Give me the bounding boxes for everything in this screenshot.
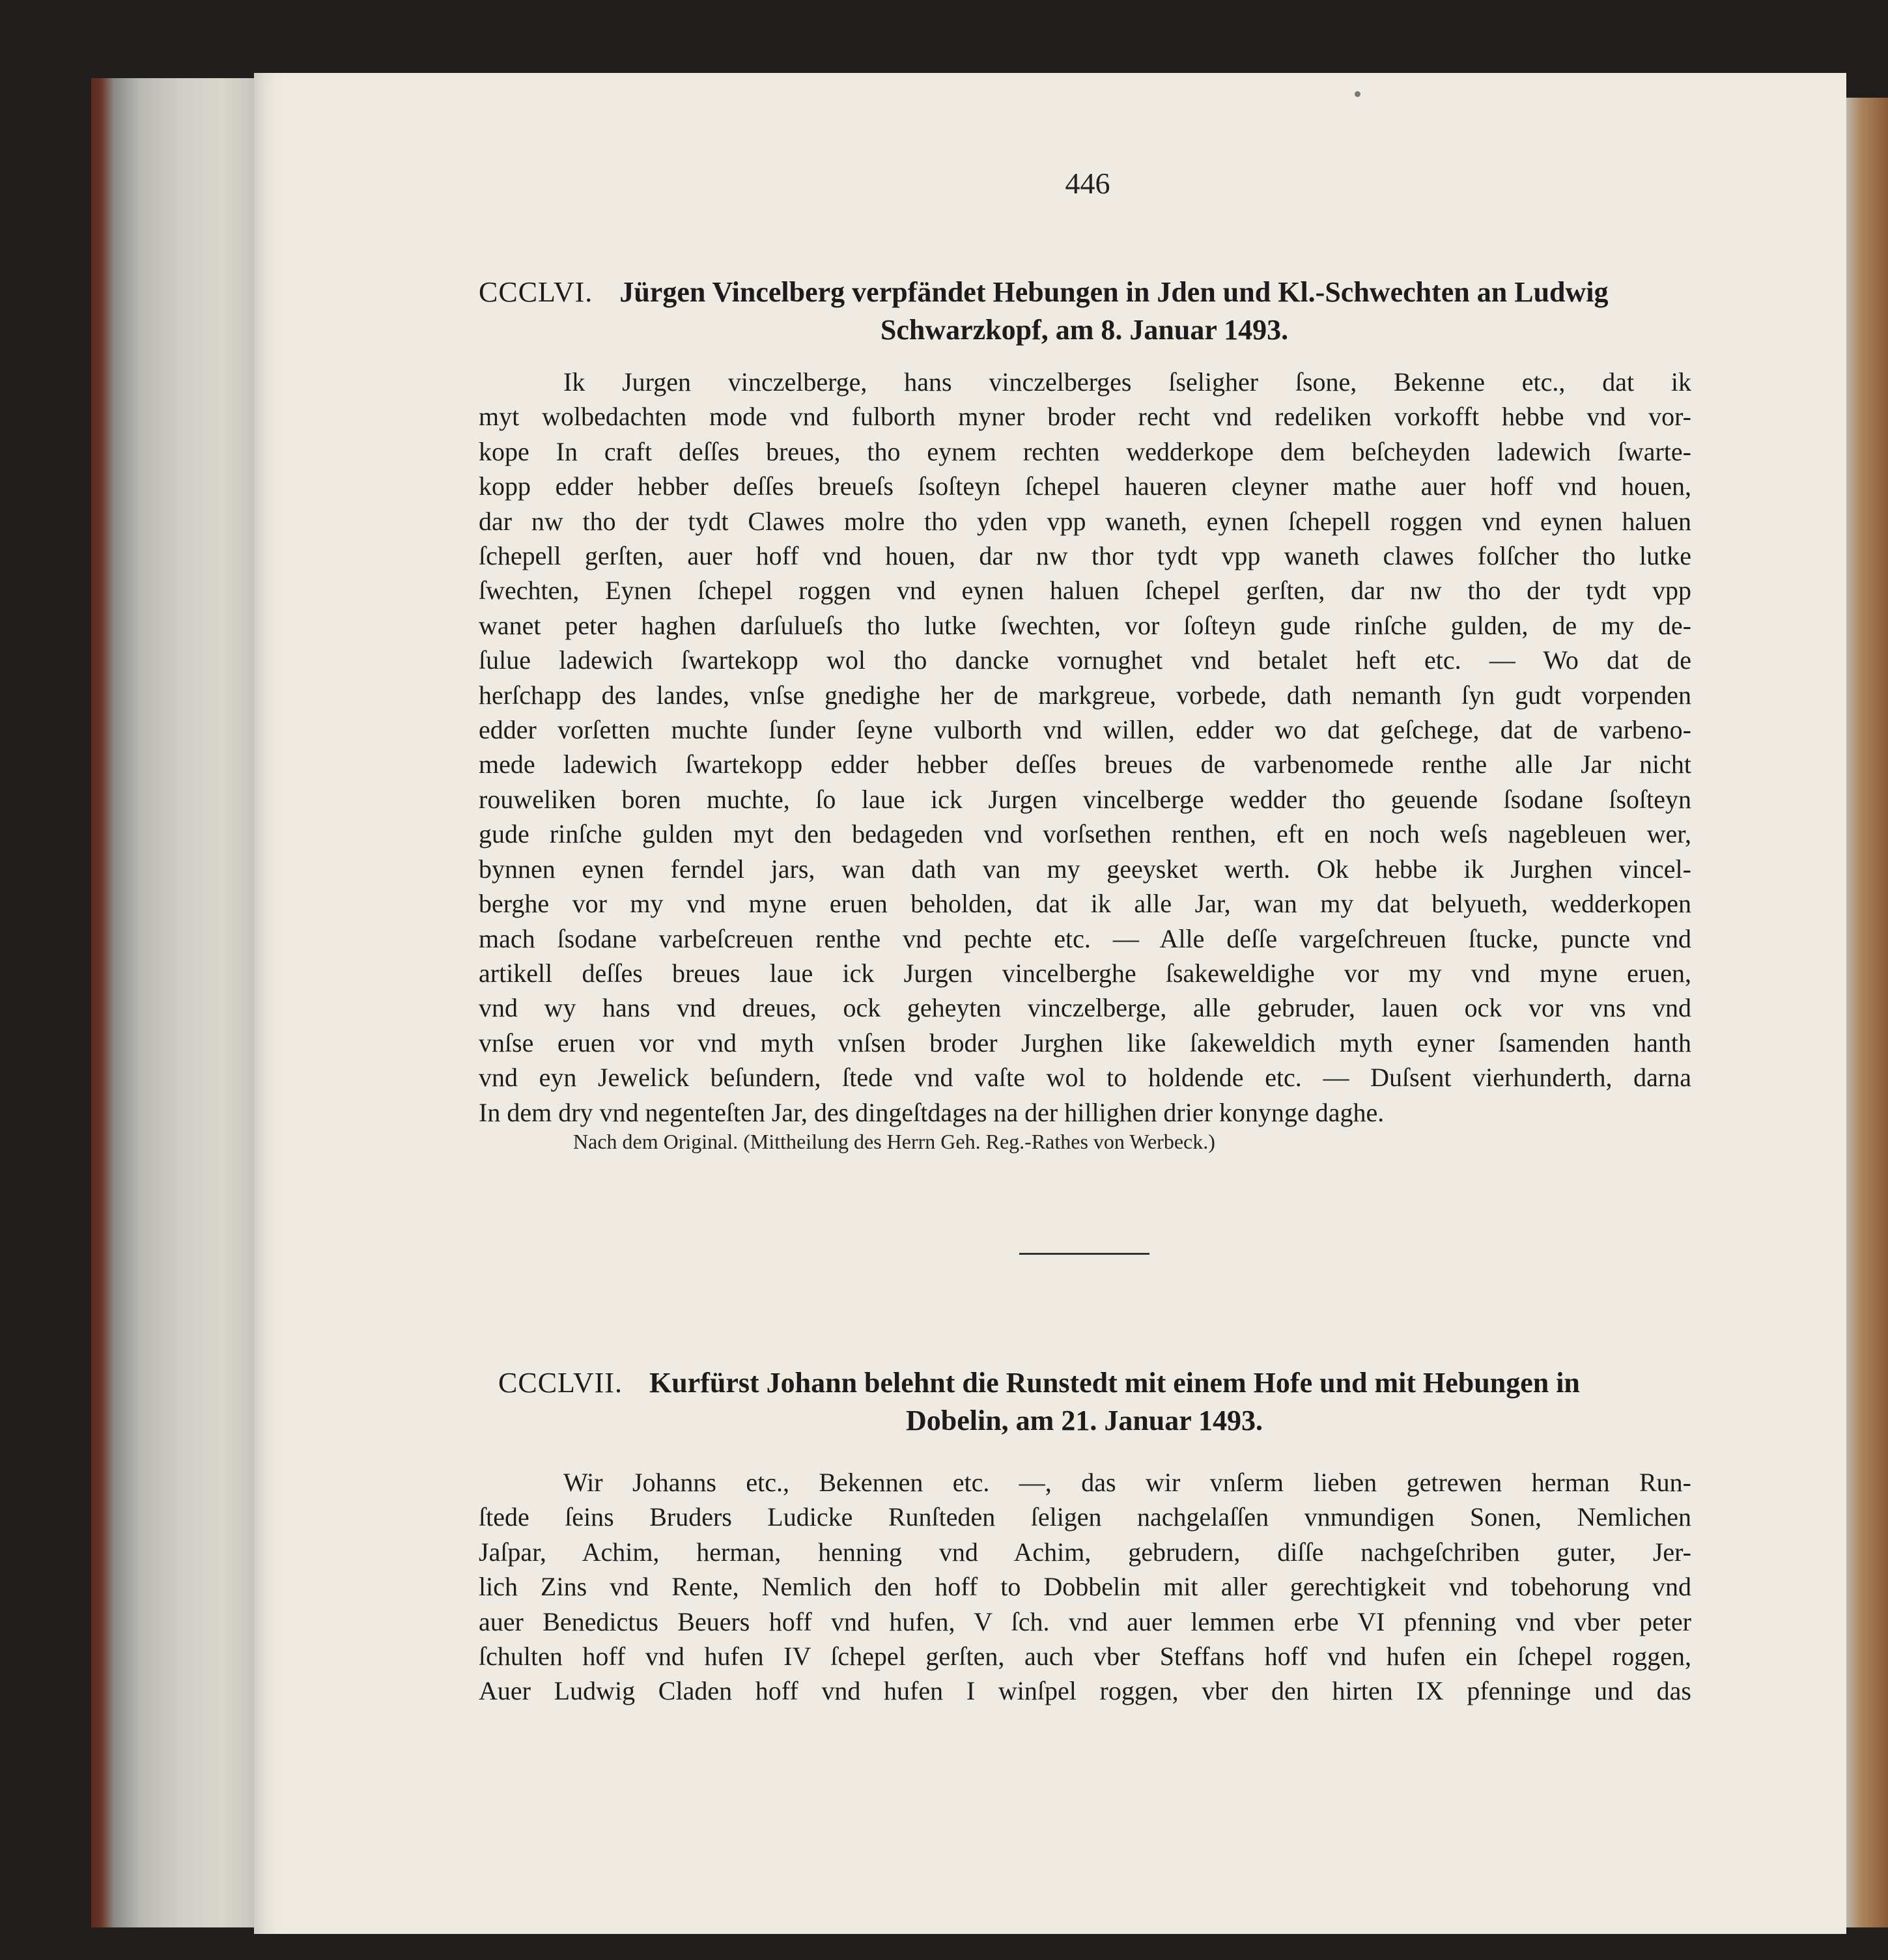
text-line: artikell deſſes breues laue ick Jurgen vincelberghe ſsakeweldighe vor my vnd myne eruen,	[479, 958, 1691, 988]
section-divider	[1019, 1253, 1149, 1255]
text-line: bynnen eynen ferndel jars, wan dath van my geeysket werth. Ok hebbe ik Jurghen vincel-	[479, 854, 1691, 884]
text-line: kopp edder hebber deſſes breueſs ſsoſteyn ſchepel haueren cleyner mathe auer hoff vnd houen,	[479, 471, 1691, 501]
document-number: CCCLVII.	[498, 1367, 623, 1399]
book-edge-right	[1843, 98, 1888, 1927]
document-title-line1: Kurfürst Johann belehnt die Runstedt mit einem Hofe und mit Hebungen in	[649, 1367, 1580, 1399]
document-title-line2: Schwarzkopf, am 8. Januar 1493.	[880, 314, 1289, 346]
text-line: Wir Johanns etc., Bekennen etc. —, das wir vnſerm lieben getrewen herman Run-	[563, 1468, 1691, 1497]
text-line: ſtede ſeins Bruders Ludicke Runſteden ſeligen nachgelaſſen vnmundigen Sonen, Nemlichen	[479, 1502, 1691, 1532]
text-line: ſwechten, Eynen ſchepel roggen vnd eynen haluen ſchepel gerſten, dar nw tho der tydt vpp	[479, 576, 1691, 606]
text-line: wanet peter haghen darſulueſs tho lutke ſwechten, vor ſoſteyn gude rinſche gulden, de my de-	[479, 610, 1691, 640]
text-line: berghe vor my vnd myne eruen beholden, dat ik alle Jar, wan my dat belyueth, wedderkopen	[479, 889, 1691, 919]
source-note: Nach dem Original. (Mittheilung des Herrn Geh. Reg.-Rathes von Werbeck.)	[573, 1130, 1215, 1153]
text-line: lich Zins vnd Rente, Nemlich den hoff to Dobbelin mit aller gerechtigkeit vnd tobehorung vnd	[479, 1572, 1691, 1602]
document-title-line1: Jürgen Vincelberg verpfändet Hebungen in Jden und Kl.-Schwechten an Ludwig	[619, 276, 1609, 308]
text-line: gude rinſche gulden myt den bedageden vnd vorſsethen renthen, eft en noch weſs nagebleuen wer,	[479, 819, 1691, 849]
text-line: ſchulten hoff vnd hufen IV ſchepel gerſten, auch vber Steffans hoff vnd hufen ein ſchepel roggen,	[479, 1642, 1691, 1672]
text-line: In dem dry vnd negenteſten Jar, des dingeſtdages na der hillighen drier konynge daghe.	[479, 1097, 1385, 1127]
document-body-ccclvii	[479, 1465, 1691, 1709]
text-line: rouweliken boren muchte, ſo laue ick Jurgen vincelberge wedder tho geuende ſsodane ſsoſteyn	[479, 784, 1691, 814]
book-edge-left	[91, 78, 254, 1927]
paper-speck	[1355, 91, 1360, 97]
text-line: myt wolbedachten mode vnd fulborth myner broder recht vnd redeliken vorkofft hebbe vnd vor-	[479, 402, 1691, 432]
page-number: 446	[1065, 167, 1110, 200]
text-line: ſchepell gerſten, auer hoff vnd houen, dar nw thor tydt vpp waneth clawes folſcher tho lutke	[479, 541, 1691, 571]
text-line: Ik Jurgen vinczelberge, hans vinczelberges ſseligher ſsone, Bekenne etc., dat ik	[563, 367, 1691, 397]
text-line: vnſse eruen vor vnd myth vnſsen broder Jurghen like ſakeweldich myth eyner ſsamenden hanth	[479, 1028, 1691, 1057]
document-heading-ccclvi	[479, 273, 1690, 349]
text-line: Auer Ludwig Claden hoff vnd hufen I winſpel roggen, vber den hirten IX pfenninge und das	[479, 1676, 1691, 1706]
text-line: herſchapp des landes, vnſse gnedighe her de markgreue, vorbede, dath nemanth ſyn gudt vorpenden	[479, 680, 1691, 710]
text-line: ſulue ladewich ſwartekopp wol tho dancke vornughet vnd betalet heft etc. — Wo dat de	[479, 645, 1691, 675]
text-line: mach ſsodane varbeſcreuen renthe vnd pechte etc. — Alle deſſe vargeſchreuen ſtucke, puncte vnd	[479, 923, 1691, 953]
text-line: edder vorſetten muchte ſunder ſeyne vulborth vnd willen, edder wo dat geſchege, dat de varbeno-	[479, 715, 1691, 745]
text-line: Jaſpar, Achim, herman, henning vnd Achim, gebrudern, diſſe nachgeſchriben guter, Jer-	[479, 1537, 1691, 1567]
document-heading-ccclvii	[479, 1364, 1690, 1440]
document-number: CCCLVI.	[479, 276, 593, 308]
document-body-ccclvi	[479, 365, 1691, 1130]
text-line: vnd wy hans vnd dreues, ock geheyten vinczelberge, alle gebruder, lauen ock vor vns vnd	[479, 993, 1691, 1023]
document-title-line2: Dobelin, am 21. Januar 1493.	[905, 1405, 1263, 1436]
text-line: vnd eyn Jewelick beſundern, ſtede vnd vaſte wol to holdende etc. — Duſsent vierhunderth, darna	[479, 1063, 1691, 1093]
text-line: dar nw tho der tydt Clawes molre tho yden vpp waneth, eynen ſchepell roggen vnd eynen haluen	[479, 506, 1691, 536]
text-line: mede ladewich ſwartekopp edder hebber deſſes breues de varbenomede renthe alle Jar nicht	[479, 749, 1691, 779]
text-line: kope In craft deſſes breues, tho eynem rechten wedderkope dem beſcheyden ladewich ſwarte-	[479, 436, 1691, 466]
text-line: auer Benedictus Beuers hoff vnd hufen, V ſch. vnd auer lemmen erbe VI pfenning vnd vber peter	[479, 1606, 1691, 1636]
